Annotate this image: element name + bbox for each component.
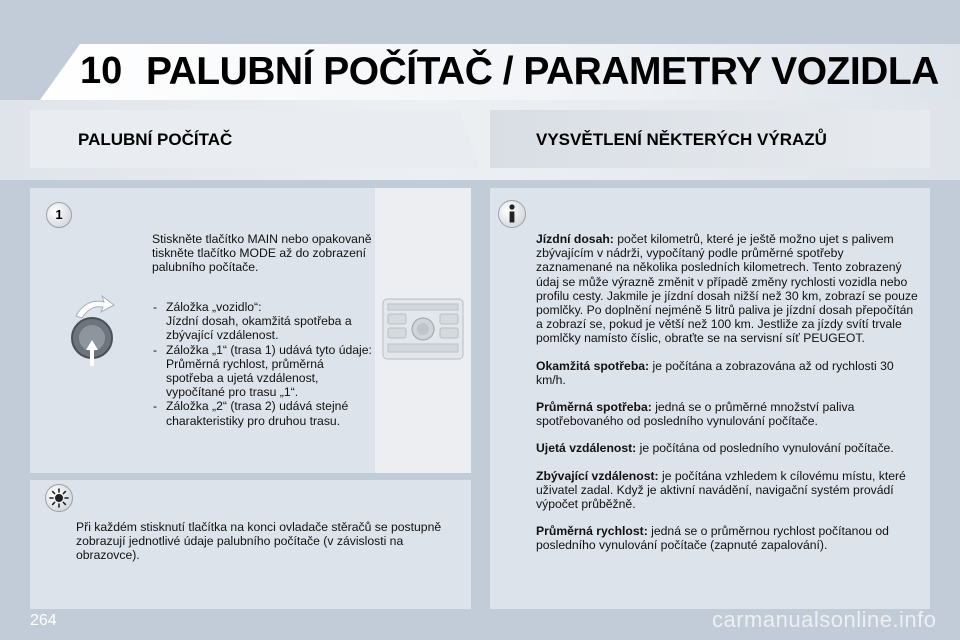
left-section-title: PALUBNÍ POČÍTAČ xyxy=(78,130,233,149)
bullet-detail: Jízdní dosah, okamžitá spotřeba a zbývající vzdálenost. xyxy=(166,314,352,343)
page-title: PALUBNÍ POČÍTAČ / PARAMETRY VOZIDLA xyxy=(146,50,939,93)
step-badge: 1 xyxy=(46,202,72,228)
right-section-title: VYSVĚTLENÍ NĚKTERÝCH VÝRAZŮ xyxy=(536,130,827,149)
bullet-main: Záložka „1“ (trasa 1) udává tyto údaje: xyxy=(166,342,372,357)
bullet-item-vehicle xyxy=(150,300,374,343)
definition-text: je počítána a zobrazována až od rychlosti 30 km/h. xyxy=(536,358,894,387)
definition-term: Průměrná rychlost: xyxy=(536,524,648,539)
tip-text: Při každém stisknutí tlačítka na konci ovladače stěračů se postupně zobrazují jednotlivé údaje palubního počítače (v závislosti na obrazovce). xyxy=(76,520,442,563)
info-icon xyxy=(505,204,519,224)
page-number: 264 xyxy=(30,612,57,629)
definition-item xyxy=(536,400,920,428)
light-bulb-icon xyxy=(48,487,70,509)
bullet-main: Záložka „vozidlo“: xyxy=(166,300,262,314)
bullet-detail: Průměrná rychlost, průměrná spotřeba a ujetá vzdálenost, vypočítané pro trasu „1“. xyxy=(166,356,324,400)
definition-text: je počítána vzhledem k cílovému místu, které uživatel zadal. Když je aktivní navádění, navigační systém provádí výpočet průběžně. xyxy=(536,468,906,512)
definition-term: Zbývající vzdálenost: xyxy=(536,468,659,483)
definition-text: je počítána od posledního vynulování počítače. xyxy=(636,441,894,456)
chapter-number: 10 xyxy=(80,50,123,92)
definition-item xyxy=(536,441,920,455)
definitions-list xyxy=(536,232,920,566)
bullet-item-trip1 xyxy=(150,343,374,400)
definition-term: Průměrná spotřeba: xyxy=(536,400,652,415)
definition-text: počet kilometrů, které je ještě možno ujet s palivem zbývajícím v nádrži, vypočítaný podle průměrné spotřeby zaznamenané na několika posledních kilometrech. Tento zobrazený údaj se může výrazně změnit v případě změny rychlosti vozidla nebo profilu cesty. Jakmile je jízdní dosah nižší než 30 km, zobrazí se pouze pomlčky. Po doplnění nejméně 5 litrů paliva je jízdní dosah přepočítán a zobrazí se, pokud je větší než 100 km. Jestliže za jízdy svítí trvale pomlčky namísto číslic, obraťte se na servisní síť PEUGEOT. xyxy=(536,232,918,346)
definition-item xyxy=(536,524,920,552)
bullet-item-trip2 xyxy=(150,399,374,427)
definition-term: Jízdní dosah: xyxy=(536,232,614,246)
definition-term: Okamžitá spotřeba: xyxy=(536,358,650,373)
instruction-text: Stiskněte tlačítko MAIN nebo opakovaně tiskněte tlačítko MODE až do zobrazení palubního počítače. xyxy=(152,232,372,275)
definition-item xyxy=(536,359,920,387)
mode-button-icon xyxy=(62,292,122,372)
definition-text: jedná se o průměrnou rychlost počítanou od posledního vynulování počítače (zapnuté zapalování). xyxy=(536,524,889,553)
bullet-main: Záložka „2“ (trasa 2) udává stejné charakteristiky pro druhou trasu. xyxy=(166,399,349,428)
definition-item xyxy=(536,232,920,346)
definition-text: jedná se o průměrné množství paliva spotřebovaného od posledního vynulování počítače. xyxy=(536,400,855,429)
bullet-list xyxy=(150,300,374,428)
watermark: carmanualsonline.info xyxy=(712,607,937,632)
control-panel-illustration xyxy=(382,298,464,360)
definition-item xyxy=(536,469,920,512)
definition-term: Ujetá vzdálenost: xyxy=(536,441,637,456)
